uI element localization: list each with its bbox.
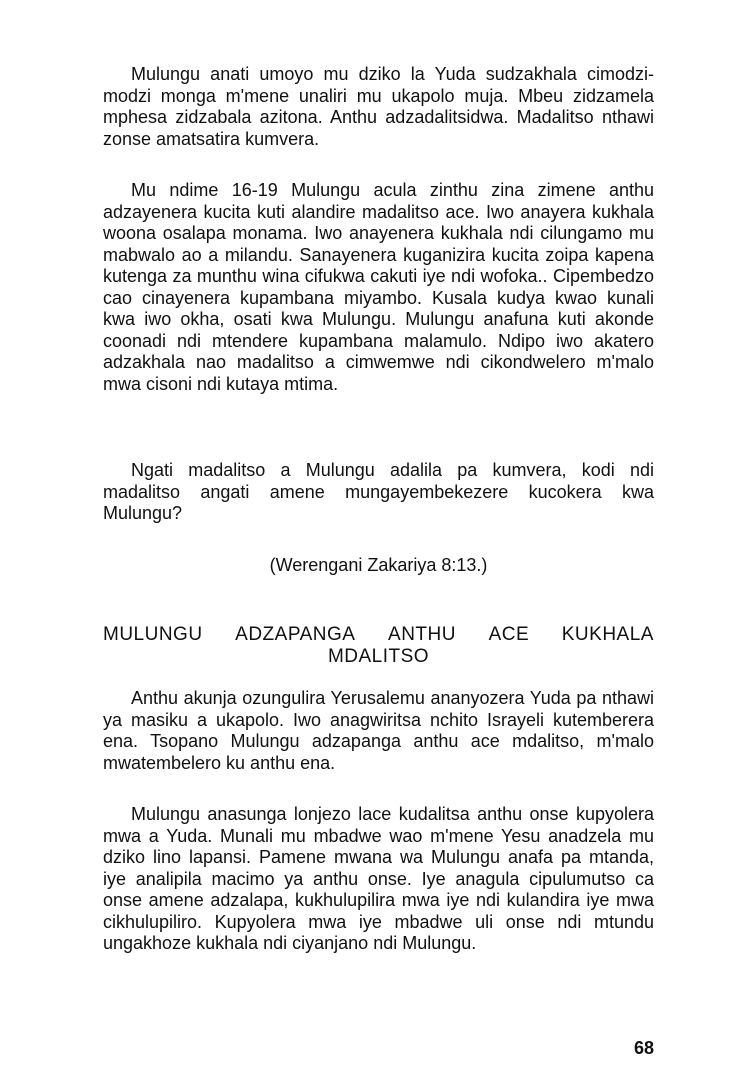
heading-word: ACE [488, 624, 530, 645]
section-heading [103, 624, 654, 668]
document-page [103, 64, 654, 1064]
scripture-reference: (Werengani Zakariya 8:13.) [269, 555, 488, 575]
heading-word: ADZAPANGA [235, 624, 356, 645]
page-number: 68 [633, 1038, 654, 1058]
paragraph-4: Anthu akunja ozungulira Yerusalemu ananyozera Yuda pa nthawi ya masiku a ukapolo. Iwo anagwiritsa nchito Israyeli kutemberera ena. Tsopano Mulungu adzapanga anthu ace mdalitso, m'malo mwatembelero ku anthu ena. [103, 688, 654, 773]
paragraph-5: Mulungu anasunga lonjezo lace kudalitsa anthu onse kupyolera mwa a Yuda. Munali mu mbadwe wao m'mene Yesu anadzela mu dziko lino lapansi. Pamene mwana wa Mulungu anafa pa mtanda, iye analipila macimo ya anthu onse. Iye anagula cipulumutso ca onse amene adzalapa, kukhulupilira mwa iye ndi kulandira iye mwa cikhulupiliro. Kupyolera mwa iye mbadwe uli onse ndi mtundu ungakhoze kukhala ndi ciyanjano ndi Mulungu. [103, 804, 654, 953]
heading-word: KUKHALA [561, 624, 654, 645]
paragraph-1: Mulungu anati umoyo mu dziko la Yuda sudzakhala cimodzi-modzi monga m'mene unaliri mu ukapolo muja. Mbeu zidzamela mphesa zidzabala azitona. Anthu adzadalitsidwa. Madalitso nthawi zonse amatsatira kumvera. [103, 64, 654, 149]
paragraph-3: Ngati madalitso a Mulungu adalila pa kumvera, kodi ndi madalitso angati amene mungayembekezere kucokera kwa Mulungu? [103, 460, 654, 523]
section-heading-line-2: MDALITSO [327, 646, 430, 667]
paragraph-2: Mu ndime 16-19 Mulungu acula zinthu zina zimene anthu adzayenera kucita kuti alandire madalitso ace. Iwo anayera kukhala woona osalapa monama. Iwo anayenera kukhala ndi cilungamo mu mabwalo ao a milandu. Sanayenera kuganizira kucita zoipa kapena kutenga za munthu wina cifukwa cakuti iye ndi wofoka.. Cipembedzo cao cinayenera kupambana miyambo. Kusala kudya kwao kunali kwa iwo okha, osati kwa Mulungu. Mulungu anafuna kuti akonde coonadi ndi mtendere kupambana malamulo. Ndipo iwo akatero adzakhala nao madalitso a cimwemwe ndi cikondwelero m'malo mwa cisoni ndi kutaya mtima. [103, 180, 654, 394]
section-heading-line-1 [103, 624, 654, 646]
heading-word: MULUNGU [103, 624, 203, 645]
heading-word: ANTHU [388, 624, 456, 645]
